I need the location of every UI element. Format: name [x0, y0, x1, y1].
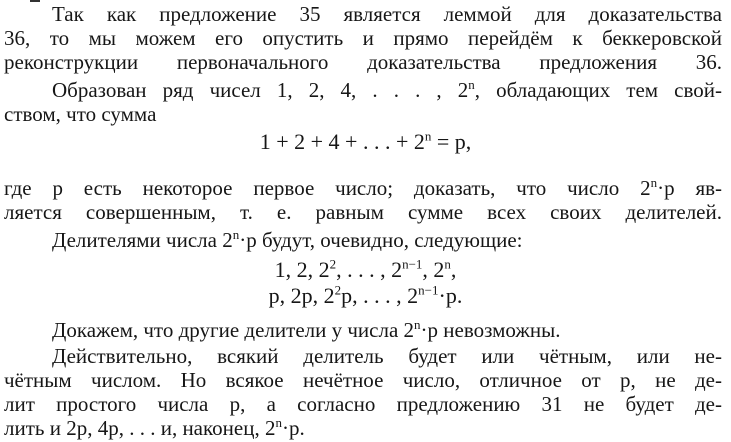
paragraph-line-6: где p есть некоторое первое число; доказать, что число $2^n\cdot p$ яв- — [4, 175, 723, 200]
paragraph-line-8: Делителями числа $2^n\cdot p$ будут, очевидно, следующие: — [52, 227, 523, 252]
paragraph-line-5: ством, что сумма — [4, 102, 157, 126]
paragraph-line-11: чётным числом. Но всякое нечётное число, отличное от p, не де- — [4, 368, 722, 392]
divisors-formula-1: 1, 2, $2^2$, . . . , $2^{n-1}$, 2$^n$, — [274, 256, 457, 282]
divisors-formula-2: p, 2p, $2^2p$, . . . , $2^{n-1}\cdot p$. — [268, 282, 463, 308]
paragraph-line-4: Образован ряд чисел 1, 2, 4, . . . , 2$^n$, обладающих тем свой- — [52, 77, 722, 102]
paragraph-line-10: Действительно, всякий делитель будет или чётным, или не- — [52, 344, 722, 368]
page-mark — [30, 0, 40, 2]
paragraph-line-7: ляется совершенным, т. е. равным сумме всех своих делителей. — [4, 200, 722, 224]
paragraph-line-2: 36, то мы можем его опустить и прямо перейдём к беккеровской — [4, 26, 722, 50]
sum-formula: 1 + 2 + 4 + . . . + $2^n = p$, — [259, 128, 472, 154]
paragraph-line-9: Докажем, что другие делители у числа $2^n\cdot p$ невозможны. — [52, 317, 561, 342]
paragraph-line-1: Так как предложение 35 является леммой для доказательства — [52, 2, 722, 26]
paragraph-line-12: лит простого числа p, а согласно предложению 31 не будет де- — [4, 392, 722, 416]
paragraph-line-13: лить и 2p, 4p, . . . и, наконец, $2^n\cdot p$. — [4, 415, 305, 440]
paragraph-line-3: реконструкции первоначального доказательства предложения 36. — [4, 50, 722, 74]
